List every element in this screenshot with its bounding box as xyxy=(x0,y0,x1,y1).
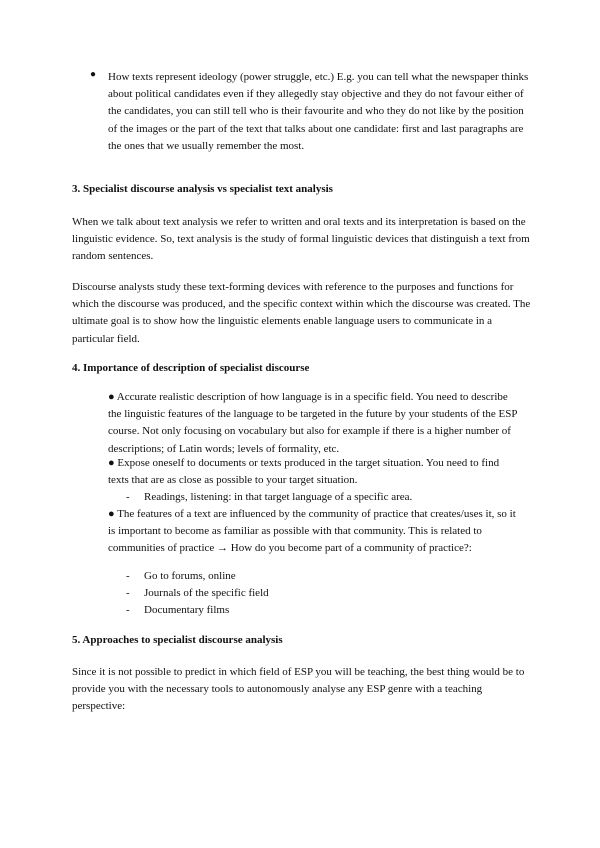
dash-icon: - xyxy=(126,491,130,503)
list-item-text: Journals of the specific field xyxy=(144,587,269,600)
section-5-paragraph-1: Since it is not possible to predict in which field of ESP you will be teaching, the best thing would be to provide you with the necessary tools to autonomously analyse any ESP genre with a teaching perspective: xyxy=(72,666,525,713)
point-2-sublist xyxy=(126,489,506,506)
list-item xyxy=(126,585,506,602)
list-item xyxy=(126,568,506,585)
list-item-text: Go to forums, online xyxy=(144,570,236,582)
section-3-paragraph-2: Discourse analysts study these text-forming devices with reference to the purposes and functions for which the discourse was produced, and the specific context within which the discourse was created. The ultimate goal is to show how the linguistic elements enable language users to communicate in a particular field. xyxy=(72,281,531,345)
section-4-point-3: ● The features of a text are influenced by the community of practice that creates/uses it, so it is important to become as familiar as possible with that community. This is related to communities of practice → How do you become part of a community of practice?: xyxy=(108,508,516,555)
list-item xyxy=(126,489,506,506)
dash-icon: - xyxy=(126,570,130,582)
dash-icon: - xyxy=(126,587,130,600)
section-3-paragraph-1: When we talk about text analysis we refer to written and oral texts and its interpretation is based on the linguistic evidence. So, text analysis is the study of formal linguistic devices that distinguish a text from random sentences. xyxy=(72,216,530,263)
list-item xyxy=(126,602,506,619)
point-3-sublist xyxy=(126,568,506,620)
bullet-icon: ● xyxy=(90,69,97,80)
section-5-heading: 5. Approaches to specialist discourse analysis xyxy=(72,634,283,646)
dash-icon: - xyxy=(126,604,130,617)
section-4-point-2: ● Expose oneself to documents or texts produced in the target situation. You need to find texts that are as close as possible to your target situation. xyxy=(108,457,500,487)
list-item-text: Readings, listening: in that target language of a specific area. xyxy=(144,491,413,503)
list-item-text: Documentary films xyxy=(144,604,230,617)
section-3-heading: 3. Specialist discourse analysis vs specialist text analysis xyxy=(72,183,333,195)
section-4-point-1: ● Accurate realistic description of how language is in a specific field. You need to describe the linguistic features of the language to be targeted in the future by your students of the ESP course. Not only focusing on vocabulary but also for example if there is a higher number of descriptions; of Latin words; levels of formality, etc. xyxy=(108,391,518,455)
intro-bullet-text: How texts represent ideology (power struggle, etc.) E.g. you can tell what the newspaper thinks about political candidates even if they allegedly stay objective and they do not favour either of the candidates, you can still tell who is their favourite and who they do not like by the position of the images or the part of the text that talks about one candidate: first and last paragraphs are the ones that we usually remember the most. xyxy=(108,71,529,152)
section-4-heading: 4. Importance of description of specialist discourse xyxy=(72,362,310,374)
